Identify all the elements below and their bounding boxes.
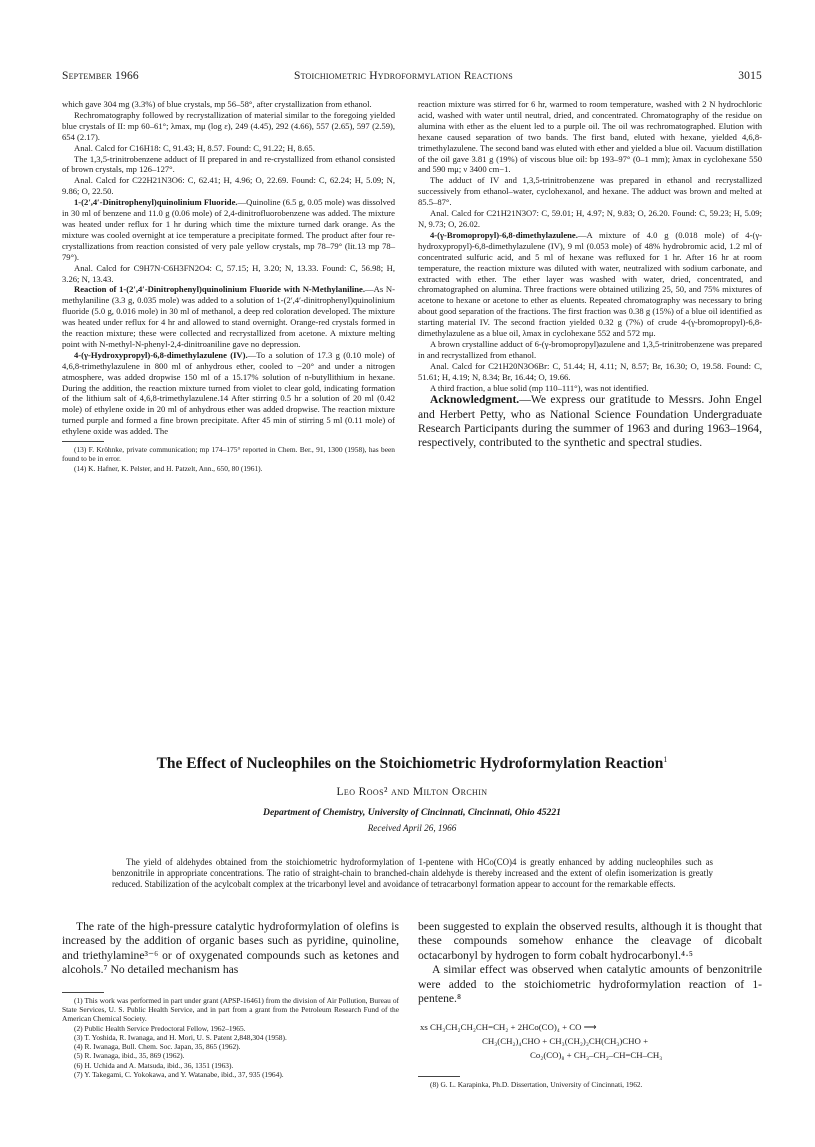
- paragraph-body: —A mixture of 4.0 g (0.018 mole) of 4-(γ-hydroxypropyl)-6,8-dimethylazulene (IV), 9 ml (0.053 mole) of 48% hydrobromic acid, 1.2 ml of concentrated sulfuric acid, and 5 ml of hexane was refluxed for 1 hr. After 16 hr at room temperature, the reaction mixture was diluted with water, neutralized with sodium carbonate, and extracted with ether. The ether layer was washed with water, dried, concentrated, and chromatographed on alumina. Three fractions were obtained utilizing 25, 50, and 75% mixtures of acetone to hexane or acetone to ether as eluents. Repeated chromatography was necessary to bring about good separation of the fractions. The first fraction was 0.38 g (15%) of a blue oil identified as starting material IV. The second fraction yielded 0.32 g (7%) of crude 4-(γ-bromopropyl)-6,8-dimethylazulene as a blue oil, λmax in cyclohexane 552 and 572 mμ.: [418, 229, 762, 339]
- paragraph: [62, 350, 395, 437]
- footnote-divider: [62, 992, 104, 993]
- equation-line: CH₃(CH₂)₄CHO + CH₃(CH₂)₂CH(CH₃)CHO +: [482, 1036, 649, 1047]
- article-header: [62, 750, 762, 833]
- footnote: (4) R. Iwanaga, Bull. Chem. Soc. Japan, 35, 865 (1962).: [74, 1042, 241, 1052]
- article-right-column: [418, 920, 762, 1090]
- introduction: [62, 920, 399, 978]
- equation-line: xs CH₃CH₂CH₂CH=CH₂ + 2HCo(CO)₄ + CO ⟶: [420, 1022, 597, 1033]
- running-head-title: Stoichiometric Hydroformylation Reactions: [294, 70, 513, 82]
- footnotes: [418, 1080, 762, 1089]
- abstract: The yield of aldehydes obtained from the stoichiometric hydroformylation of 1-pentene with HCo(CO)4 is greatly enhanced by adding nucleophiles such as benzonitrile in appropriate concentrations. The ratio of straight-chain to branched-chain aldehyde is thereby increased and the extent of olefin isomerization is greatly reduced. Stabilization of the acylcobalt complex at the tricarbonyl level and avoidance of tetracarbonyl formation appear to account for the remarkable effects.: [112, 856, 713, 890]
- paragraph: been suggested to explain the observed results, although it is thought that these compounds somehow enhance the cleavage of dicobalt octacarbonyl by hydrogen to form cobalt hydrocarbonyl.⁴·⁵: [418, 920, 762, 962]
- paragraph-body: —Quinoline (6.5 g, 0.05 mole) was dissolved in 30 ml of benzene and 11.0 g (0.06 mole) of 2,4-dinitrofluorobenzene was added. The mixture was heated under reflux for 1 hr during which time the mixture turned dark orange. As the mixture was cooled overnight at ice temperature a precipitate formed. The product after four re-crystallizations from reaction consisted of very pale yellow crystals, mp 78–79° (lit.13 mp 78–79°).: [62, 197, 395, 262]
- running-head-date: September 1966: [62, 70, 139, 82]
- article-title: [62, 750, 762, 774]
- footnotes: [62, 996, 399, 1080]
- run-in-heading: 1-(2′,4′-Dinitrophenyl)quinolinium Fluoride.: [74, 197, 238, 208]
- acknowledgment: [418, 393, 762, 450]
- footnote-divider: [418, 1076, 460, 1077]
- right-column-experimental: [418, 99, 762, 451]
- analysis-line: Anal. Calcd for C21H20N3O6Br: C, 51.44; H, 4.11; N, 8.57; Br, 16.30; O, 19.58. Found: C, 51.61; H, 4.19; N, 8.34; Br, 16.44; O, 19.66.: [418, 360, 762, 382]
- paragraph: A third fraction, a blue solid (mp 110–111°), was not identified.: [430, 382, 649, 393]
- paragraph: [418, 230, 762, 339]
- paragraph-body: —As N-methylaniline (3.3 g, 0.035 mole) was added to a solution of 1-(2′,4′-dinitrophenyl)quinolinium fluoride (5.0 g, 0.016 mole) in 30 ml of methanol, a deep red coloration developed. The mixture was heated under reflux for 4 hr and allowed to stand overnight. Orange-red crystals formed in the reaction mixture; these were collected and recrystallized from acetone. A mixture melting point with N-methyl-N-phenyl-2,4-dinitroaniline gave no depression.: [62, 284, 395, 349]
- paragraph: A brown crystalline adduct of 6-(γ-bromopropyl)azulene and 1,3,5-trinitrobenzene was prepared in and recrystallized from ethanol.: [418, 338, 762, 360]
- paragraph: [62, 197, 395, 262]
- paragraph: The adduct of IV and 1,3,5-trinitrobenzene was prepared in ethanol and recrystallized successively from ethanol–water, cyclohexanol, and hexane. The adduct was brown and melted at 85.5–87°.: [418, 175, 762, 208]
- reaction-equation: [418, 1020, 762, 1062]
- left-column-experimental: [62, 99, 395, 473]
- paragraph: The rate of the high-pressure catalytic hydroformylation of olefins is increased by the addition of organic bases such as pyridine, quinoline, and triethylamine³⁻⁶ or of oxygenated compounds such as ketones and alcohols.⁷ No detailed mechanism has: [62, 920, 399, 977]
- article-left-column: [62, 920, 399, 1079]
- footnote: (6) H. Uchida and A. Matsuda, ibid., 36, 1351 (1963).: [74, 1060, 234, 1070]
- paragraph: reaction mixture was stirred for 6 hr, warmed to room temperature, washed with 2 N hydrochloric acid, washed with water until neutral, dried, and concentrated. Chromatography of the residue on alumina with ether as the eluent led to a purple oil. The oil was rechromatographed. Elution with hexane caused separation of two bands. The first band, eluted with hexane, yielded 4,6,8-trimethylazulene. The second band was eluted with ether and yielded a blue oil. Vacuum distillation of the oil gave 3.81 g (19%) of viscous blue oil: bp 193–97° (0–1 mm); λmax in cyclohexane 550 and 590 mμ; ν 3400 cm−1.: [418, 99, 762, 175]
- paragraph: The 1,3,5-trinitrobenzene adduct of II prepared in and re-crystallized from ethanol consisted of brown crystals, mp 126–127°.: [62, 153, 395, 175]
- received-date: Received April 26, 1966: [367, 823, 457, 834]
- footnotes: [62, 445, 395, 473]
- paragraph: [62, 284, 395, 349]
- footnote: (8) G. L. Karapinka, Ph.D. Dissertation, University of Cincinnati, 1962.: [430, 1080, 643, 1090]
- footnote: (13) F. Kröhnke, private communication; mp 174–175° reported in Chem. Ber., 91, 1300 (1958), has been found to be in error.: [62, 445, 395, 464]
- body-text: [418, 920, 762, 1006]
- footnote: (5) R. Iwanaga, ibid., 35, 869 (1962).: [74, 1051, 185, 1061]
- article-title-text: The Effect of Nucleophiles on the Stoichiometric Hydroformylation Reaction: [156, 755, 664, 773]
- paragraph: which gave 304 mg (3.3%) of blue crystals, mp 56–58°, after crystallization from ethanol.: [62, 99, 372, 109]
- footnote: (14) K. Hafner, K. Pelster, and H. Patzelt, Ann., 650, 80 (1961).: [74, 463, 263, 473]
- run-in-heading: 4-(γ-Hydroxypropyl)-6,8-dimethylazulene (IV).: [74, 349, 248, 360]
- paragraph: A similar effect was observed when catalytic amounts of benzonitrile were added to the stoichiometric hydroformylation reaction of 1-pentene.⁸: [418, 963, 762, 1006]
- title-footnote-marker: 1: [663, 755, 668, 764]
- page-number: 3015: [738, 70, 762, 82]
- footnote: (3) T. Yoshida, R. Iwanaga, and H. Mori, U. S. Patent 2,848,304 (1958).: [74, 1032, 287, 1042]
- running-head: [62, 70, 762, 84]
- run-in-heading: Reaction of 1-(2′,4′-Dinitrophenyl)quinolinium Fluoride with N-Methylaniline.: [74, 284, 366, 295]
- analysis-line: Anal. Calcd for C21H21N3O7: C, 59.01; H, 4.97; N, 9.83; O, 26.20. Found: C, 59.23; H, 5.09; N, 9.73; O, 26.02.: [418, 208, 762, 229]
- analysis-line: Anal. Calcd for C9H7N·C6H3FN2O4: C, 57.15; H, 3.20; N, 13.33. Found: C, 56.98; H, 3.26; N, 13.43.: [62, 262, 395, 284]
- acknowledgment-heading: Acknowledgment.: [430, 393, 520, 407]
- footnote: (7) Y. Takegami, C. Yokokawa, and Y. Watanabe, ibid., 37, 935 (1964).: [74, 1070, 284, 1079]
- footnote: (1) This work was performed in part under grant (APSP-16461) from the division of Air Pollution, Bureau of State Services, U. S. Public Health Service, and in part from a grant from the Petroleum Research Fund of the American Chemical Society.: [62, 995, 399, 1024]
- acknowledgment-body: —We express our gratitude to Messrs. John Engel and Herbert Petty, who as National Science Foundation Undergraduate Research Participants during the summer of 1963 and during 1963–1964, respectively, contributed to the synthetic and spectral studies.: [418, 393, 762, 450]
- paragraph-body: —To a solution of 17.3 g (0.10 mole) of 4,6,8-trimethylazulene in 800 ml of anhydrous ether, cooled to −20° and under a nitrogen atmosphere, was added dropwise 150 ml of a 15.17% solution of n-butyllithium in hexane. During the addition, the reaction mixture turned from violet to clear gold, indicating formation of the lithium salt of 4,6,8-trimethylazulene.14 After stirring 0.5 hr a solution of 20 ml (0.42 mole) of ethylene oxide in 20 ml of anhydrous ether was added dropwise. The reaction mixture turned purple and formed a fine brown precipitate. After 45 min of stirring 5 ml (0.11 mole) of ethylene oxide was added. The: [62, 349, 395, 437]
- authors: Leo Roos² and Milton Orchin: [336, 786, 488, 799]
- run-in-heading: 4-(γ-Bromopropyl)-6,8-dimethylazulene.: [430, 229, 578, 240]
- analysis-line: Anal. Calcd for C16H18: C, 91.43; H, 8.57. Found: C, 91.22; H, 8.65.: [74, 142, 315, 153]
- footnote: (2) Public Health Service Predoctoral Fellow, 1962–1965.: [74, 1023, 246, 1033]
- affiliation: Department of Chemistry, University of Cincinnati, Cincinnati, Ohio 45221: [263, 807, 561, 819]
- footnote-divider: [62, 441, 104, 442]
- equation-line: Co₂(CO)₈ + CH₃–CH₂–CH=CH–CH₃: [530, 1050, 663, 1061]
- paragraph: Rechromatography followed by recrystallization of material similar to the foregoing yielded blue crystals of II: mp 60–61°; λmax, mμ (log ε), 249 (4.45), 292 (4.66), 557 (2.65), 597 (2.59), 654 (2.17).: [62, 109, 395, 142]
- analysis-line: Anal. Calcd for C22H21N3O6: C, 62.41; H, 4.96; O, 22.69. Found: C, 62.24; H, 5.09; N, 9.86; O, 22.50.: [62, 175, 395, 197]
